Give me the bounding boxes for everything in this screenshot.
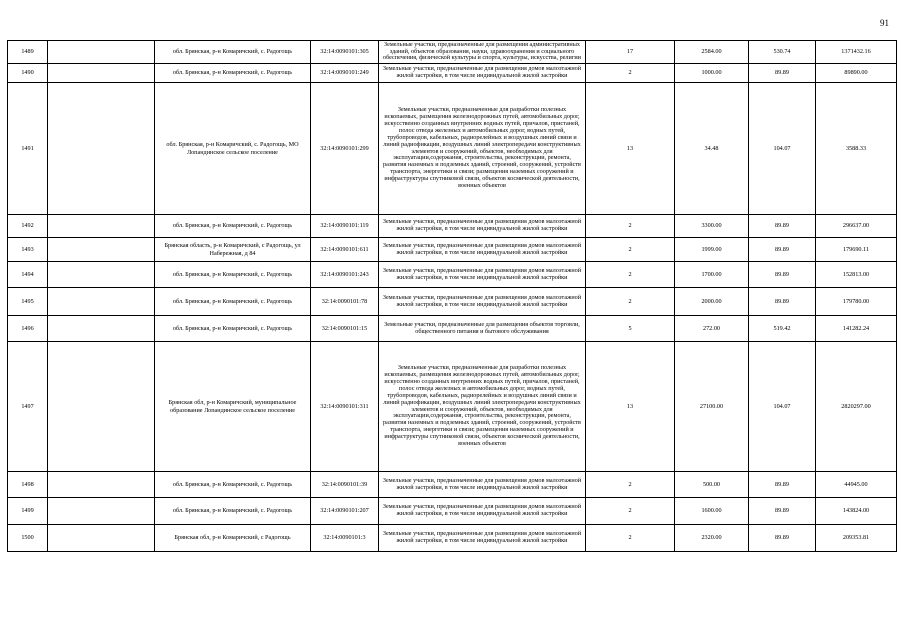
cell-address: обл. Брянская, р-н Комаричский, с. Радогощь xyxy=(155,472,311,498)
cell-address: обл. Брянская, р-н Комаричский, с. Радогощь xyxy=(155,316,311,342)
cell-specific-value: 89.89 xyxy=(749,215,816,238)
cell-number: 1492 xyxy=(8,215,48,238)
cell-empty xyxy=(48,342,155,472)
cell-land-purpose: Земельные участки, предназначенные для разработки полезных ископаемых, размещения железнодорожных путей, автомобильных дорог, искусственно созданных внутренних водных путей, причалов, пристаней, полос отвода железных и автомобильных дорог, водных путей, трубопроводов, кабельных, радиорелейных и воздушных линий связи и линий радиофикации, воздушных линий электропередачи конструктивных элементов и сооружений, объектов, необходимых для эксплуатации,содержания, строительства, реконструкции, ремонта, развития наземных и подземных зданий, строений, сооружений, устройств транспорта, энергетики и связи; размещения наземных сооружений и инфраструктуры спутниковой связи, объектов космической деятельности, военных объектов xyxy=(379,83,586,215)
cell-area: 1600.00 xyxy=(675,498,749,525)
cell-area: 2320.00 xyxy=(675,525,749,552)
cell-land-purpose: Земельные участки, предназначенные для размещения домов малоэтажной жилой застройки, в том числе индивидуальной жилой застройки xyxy=(379,288,586,316)
cell-cadastral-value: 89890.00 xyxy=(816,64,897,83)
cell-land-purpose: Земельные участки, предназначенные для размещения административных зданий, объектов образования, науки, здравоохранения и социального обеспечения, физической культуры и спорта, культуры, искусства, религии xyxy=(379,41,586,64)
cell-land-purpose: Земельные участки, предназначенные для размещения домов малоэтажной жилой застройки, в том числе индивидуальной жилой застройки xyxy=(379,64,586,83)
cell-number: 1496 xyxy=(8,316,48,342)
cell-cadastral-value: 1371432.16 xyxy=(816,41,897,64)
cell-cadastral-value: 152813.00 xyxy=(816,262,897,288)
cell-number: 1494 xyxy=(8,262,48,288)
cell-group: 13 xyxy=(586,83,675,215)
cell-empty xyxy=(48,316,155,342)
cell-empty xyxy=(48,262,155,288)
cell-cadastral-number: 32:14:0090101:119 xyxy=(311,215,379,238)
cell-cadastral-value: 209353.81 xyxy=(816,525,897,552)
cell-specific-value: 89.89 xyxy=(749,262,816,288)
cell-area: 1999.00 xyxy=(675,238,749,262)
cell-empty xyxy=(48,41,155,64)
cell-specific-value: 530.74 xyxy=(749,41,816,64)
cell-group: 2 xyxy=(586,498,675,525)
cell-cadastral-number: 32:14:0090101:611 xyxy=(311,238,379,262)
table-row xyxy=(8,472,897,498)
cell-number: 1495 xyxy=(8,288,48,316)
cell-cadastral-number: 32:14:0090101:3 xyxy=(311,525,379,552)
table-row xyxy=(8,498,897,525)
cell-cadastral-value: 44945.00 xyxy=(816,472,897,498)
cell-cadastral-number: 32:14:0090101:243 xyxy=(311,262,379,288)
cell-number: 1489 xyxy=(8,41,48,64)
table-row xyxy=(8,342,897,472)
cell-area: 2000.00 xyxy=(675,288,749,316)
cell-cadastral-value: 3588.33 xyxy=(816,83,897,215)
cell-land-purpose: Земельные участки, предназначенные для размещения домов малоэтажной жилой застройки, в том числе индивидуальной жилой застройки xyxy=(379,238,586,262)
cell-number: 1491 xyxy=(8,83,48,215)
cell-cadastral-value: 179780.00 xyxy=(816,288,897,316)
table-row xyxy=(8,238,897,262)
cell-empty xyxy=(48,288,155,316)
cell-area: 1000.00 xyxy=(675,64,749,83)
cell-specific-value: 89.89 xyxy=(749,64,816,83)
cell-land-purpose: Земельные участки, предназначенные для размещения домов малоэтажной жилой застройки, в том числе индивидуальной жилой застройки xyxy=(379,215,586,238)
table-row xyxy=(8,288,897,316)
cell-area: 272.00 xyxy=(675,316,749,342)
cell-specific-value: 89.89 xyxy=(749,498,816,525)
cell-address: обл. Брянская, р-н Комаричский, с. Радогощь xyxy=(155,498,311,525)
cell-cadastral-value: 179690.11 xyxy=(816,238,897,262)
cell-number: 1498 xyxy=(8,472,48,498)
cell-number: 1497 xyxy=(8,342,48,472)
table-row xyxy=(8,41,897,64)
cell-area: 500.00 xyxy=(675,472,749,498)
cell-number: 1490 xyxy=(8,64,48,83)
table-row xyxy=(8,525,897,552)
table-row xyxy=(8,64,897,83)
cell-group: 13 xyxy=(586,342,675,472)
cell-group: 2 xyxy=(586,238,675,262)
cell-address: обл. Брянская, р-н Комаричский, с. Радогощь xyxy=(155,262,311,288)
cell-land-purpose: Земельные участки, предназначенные для размещения домов малоэтажной жилой застройки, в том числе индивидуальной жилой застройки xyxy=(379,525,586,552)
table-row xyxy=(8,262,897,288)
cell-cadastral-number: 32:14:0090101:305 xyxy=(311,41,379,64)
cell-cadastral-value: 296637.00 xyxy=(816,215,897,238)
cell-area: 27100.00 xyxy=(675,342,749,472)
cell-empty xyxy=(48,498,155,525)
cell-cadastral-number: 32:14:0090101:207 xyxy=(311,498,379,525)
cadastral-table xyxy=(7,40,897,552)
cell-empty xyxy=(48,83,155,215)
cell-cadastral-number: 32:14:0090101:299 xyxy=(311,83,379,215)
cell-area: 3300.00 xyxy=(675,215,749,238)
cell-land-purpose: Земельные участки, предназначенные для размещения объектов торговли, общественного питания и бытового обслуживания xyxy=(379,316,586,342)
cell-land-purpose: Земельные участки, предназначенные для разработки полезных ископаемых, размещения железнодорожных путей, автомобильных дорог, искусственно созданных внутренних водных путей, причалов, пристаней, полос отвода железных и автомобильных дорог, водных путей, трубопроводов, кабельных, радиорелейных и воздушных линий связи и линий радиофикации, воздушных линий электропередачи конструктивных элементов и сооружений, объектов, необходимых для эксплуатации,содержания, строительства, реконструкции, ремонта, развития наземных и подземных зданий, строений, сооружений, устройств транспорта, энергетики и связи; размещения наземных сооружений и инфраструктуры спутниковой связи, объектов космической деятельности, военных объектов xyxy=(379,342,586,472)
cell-empty xyxy=(48,238,155,262)
cell-group: 17 xyxy=(586,41,675,64)
cell-group: 2 xyxy=(586,525,675,552)
cell-area: 2584.00 xyxy=(675,41,749,64)
cell-number: 1500 xyxy=(8,525,48,552)
cell-address: обл. Брянская, р-н Комаричский, с. Радогощь xyxy=(155,64,311,83)
cell-cadastral-value: 2820297.00 xyxy=(816,342,897,472)
cell-area: 1700.00 xyxy=(675,262,749,288)
cell-group: 2 xyxy=(586,288,675,316)
cell-area: 34.48 xyxy=(675,83,749,215)
cell-address: обл. Брянская, р-н Комаричский, с. Радогощь xyxy=(155,41,311,64)
cell-cadastral-number: 32:14:0090101:15 xyxy=(311,316,379,342)
cell-address: обл. Брянская, р-н Комаричский, с. Радогощь, МО Лопандинское сельское поселение xyxy=(155,83,311,215)
table-row xyxy=(8,83,897,215)
cell-specific-value: 89.89 xyxy=(749,472,816,498)
cell-cadastral-value: 141282.24 xyxy=(816,316,897,342)
cell-specific-value: 104.07 xyxy=(749,342,816,472)
page-number: 91 xyxy=(880,18,889,28)
cell-address: Брянская обл, р-н Комаричский, с Радогощь xyxy=(155,525,311,552)
cell-cadastral-number: 32:14:0090101:249 xyxy=(311,64,379,83)
cell-empty xyxy=(48,525,155,552)
cell-specific-value: 519.42 xyxy=(749,316,816,342)
cell-specific-value: 89.89 xyxy=(749,525,816,552)
cell-land-purpose: Земельные участки, предназначенные для размещения домов малоэтажной жилой застройки, в том числе индивидуальной жилой застройки xyxy=(379,262,586,288)
cell-specific-value: 104.07 xyxy=(749,83,816,215)
cell-cadastral-number: 32:14:0090101:39 xyxy=(311,472,379,498)
cell-cadastral-number: 32:14:0090101:311 xyxy=(311,342,379,472)
cell-number: 1493 xyxy=(8,238,48,262)
table-row xyxy=(8,215,897,238)
cell-cadastral-value: 143824.00 xyxy=(816,498,897,525)
cell-empty xyxy=(48,215,155,238)
cell-specific-value: 89.89 xyxy=(749,238,816,262)
cell-specific-value: 89.89 xyxy=(749,288,816,316)
table-row xyxy=(8,316,897,342)
cell-cadastral-number: 32:14:0090101:78 xyxy=(311,288,379,316)
cell-number: 1499 xyxy=(8,498,48,525)
cell-land-purpose: Земельные участки, предназначенные для размещения домов малоэтажной жилой застройки, в том числе индивидуальной жилой застройки xyxy=(379,498,586,525)
cell-address: обл. Брянская, р-н Комаричский, с. Радогощь xyxy=(155,215,311,238)
cell-group: 2 xyxy=(586,262,675,288)
cell-land-purpose: Земельные участки, предназначенные для размещения домов малоэтажной жилой застройки, в том числе индивидуальной жилой застройки xyxy=(379,472,586,498)
cell-address: Брянская область, р-н Комаричский, с Радогощь, ул Набережная, д 84 xyxy=(155,238,311,262)
cell-address: обл. Брянская, р-н Комаричский, с. Радогощь xyxy=(155,288,311,316)
cell-group: 5 xyxy=(586,316,675,342)
cell-group: 2 xyxy=(586,215,675,238)
cell-empty xyxy=(48,64,155,83)
cell-group: 2 xyxy=(586,472,675,498)
cell-address: Брянская обл, р-н Комаричский, муниципальное образование Лопандинское сельское поселение xyxy=(155,342,311,472)
cell-group: 2 xyxy=(586,64,675,83)
cell-empty xyxy=(48,472,155,498)
